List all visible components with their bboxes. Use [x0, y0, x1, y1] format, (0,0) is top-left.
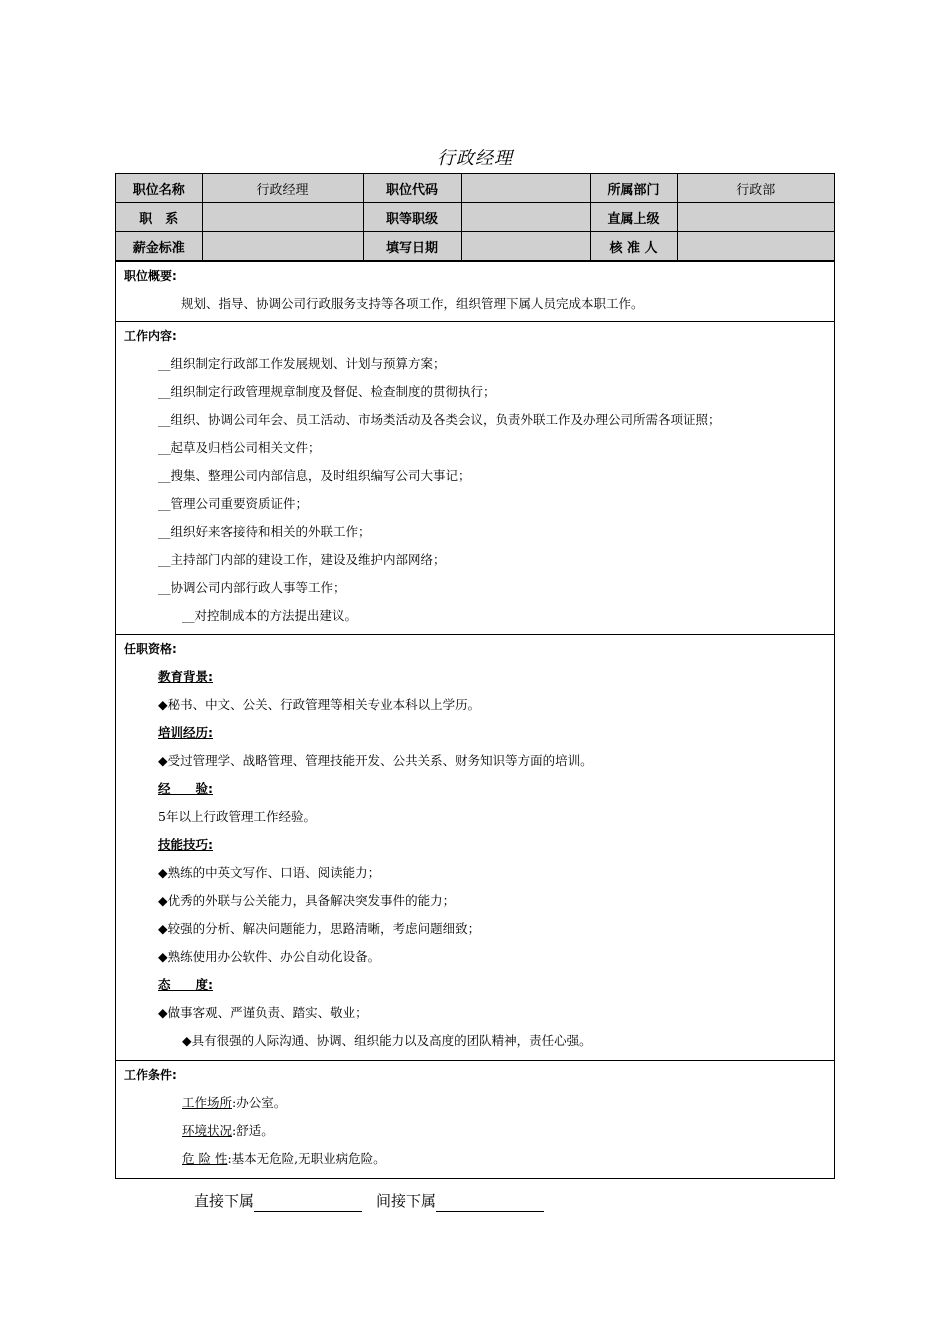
work-section	[116, 321, 834, 634]
training-text: ◆受过管理学、战略管理、管理技能开发、公共关系、财务知识等方面的培训。	[158, 753, 593, 768]
environment-row	[116, 1117, 834, 1145]
list-item: ◆优秀的外联与公关能力，具备解决突发事件的能力；	[158, 893, 456, 908]
indirect-subordinates-blank	[436, 1196, 544, 1212]
approver-value	[677, 232, 834, 261]
list-item: __组织制定行政管理规章制度及督促、检查制度的贯彻执行；	[158, 384, 496, 399]
training-heading: 培训经历:	[158, 725, 213, 740]
job-family-label: 职 系	[116, 203, 202, 232]
grade-label: 职等职级	[363, 203, 461, 232]
qualification-section	[116, 634, 834, 1060]
list-item: __对控制成本的方法提出建议。	[182, 608, 358, 623]
risk-value: :基本无危险,无职业病危险。	[227, 1151, 386, 1166]
skills-heading: 技能技巧:	[158, 837, 213, 852]
list-item: ◆较强的分析、解决问题能力，思路清晰，考虑问题细致；	[158, 921, 481, 936]
list-item: __组织、协调公司年会、员工活动、市场类活动及各类会议，负责外联工作及办理公司所需各项证照；	[158, 412, 721, 427]
list-item: ◆熟练的中英文写作、口语、阅读能力；	[158, 865, 381, 880]
education-heading: 教育背景:	[158, 669, 213, 684]
header-row	[116, 174, 834, 203]
overview-section	[116, 261, 834, 321]
list-item: __起草及归档公司相关文件；	[158, 440, 321, 455]
job-family-value	[202, 203, 363, 232]
salary-value	[202, 232, 363, 261]
supervisor-label: 直属上级	[590, 203, 677, 232]
overview-title: 职位概要:	[124, 269, 177, 283]
approver-label: 核 准 人	[590, 232, 677, 261]
overview-text: 规划、指导、协调公司行政服务支持等各项工作，组织管理下属人员完成本职工作。	[181, 296, 644, 311]
department-label: 所属部门	[590, 174, 677, 203]
salary-label: 薪金标准	[116, 232, 202, 261]
position-name-label: 职位名称	[116, 174, 202, 203]
page-title: 行政经理	[437, 148, 513, 169]
list-item: ◆具有很强的人际沟通、协调、组织能力以及高度的团队精神，责任心强。	[182, 1033, 592, 1048]
department-value: 行政部	[677, 174, 834, 203]
direct-subordinates-blank	[254, 1196, 362, 1212]
header-table	[116, 174, 834, 261]
risk-row	[116, 1145, 834, 1173]
list-item: ◆做事客观、严谨负责、踏实、敬业；	[158, 1005, 368, 1020]
position-name-value: 行政经理	[202, 174, 363, 203]
direct-subordinates-label: 直接下属	[194, 1192, 255, 1210]
risk-label: 危 险 性	[182, 1151, 228, 1166]
supervisor-value	[677, 203, 834, 232]
list-item: __管理公司重要资质证件；	[158, 496, 309, 511]
grade-value	[461, 203, 590, 232]
position-code-label: 职位代码	[363, 174, 461, 203]
position-code-value	[461, 174, 590, 203]
list-item: __主持部门内部的建设工作，建设及维护内部网络；	[158, 552, 446, 567]
education-text: ◆秘书、中文、公关、行政管理等相关专业本科以上学历。	[158, 697, 481, 712]
list-item: ◆熟练使用办公软件、办公自动化设备。	[158, 949, 381, 964]
workplace-row	[116, 1089, 834, 1117]
job-description-form	[115, 173, 835, 1179]
environment-value: :舒适。	[232, 1123, 274, 1138]
attitude-heading: 态 度:	[158, 977, 213, 992]
indirect-subordinates-label: 间接下属	[376, 1192, 437, 1210]
conditions-title: 工作条件:	[124, 1068, 177, 1082]
list-item: __搜集、整理公司内部信息，及时组织编写公司大事记；	[158, 468, 471, 483]
header-row	[116, 203, 834, 232]
work-title: 工作内容:	[124, 329, 177, 343]
workplace-value: :办公室。	[232, 1095, 287, 1110]
environment-label: 环境状况	[182, 1123, 233, 1138]
list-item: __协调公司内部行政人事等工作；	[158, 580, 346, 595]
conditions-section	[116, 1060, 834, 1180]
fill-date-label: 填写日期	[363, 232, 461, 261]
list-item: __组织好来客接待和相关的外联工作；	[158, 524, 371, 539]
list-item: __组织制定行政部工作发展规划、计划与预算方案；	[158, 356, 446, 371]
experience-heading: 经 验:	[158, 781, 213, 796]
header-row	[116, 232, 834, 261]
experience-text: 5年以上行政管理工作经验。	[158, 809, 316, 824]
fill-date-value	[461, 232, 590, 261]
qualification-title: 任职资格:	[124, 642, 177, 656]
subordinates-footer	[194, 1190, 558, 1212]
workplace-label: 工作场所	[182, 1095, 233, 1110]
